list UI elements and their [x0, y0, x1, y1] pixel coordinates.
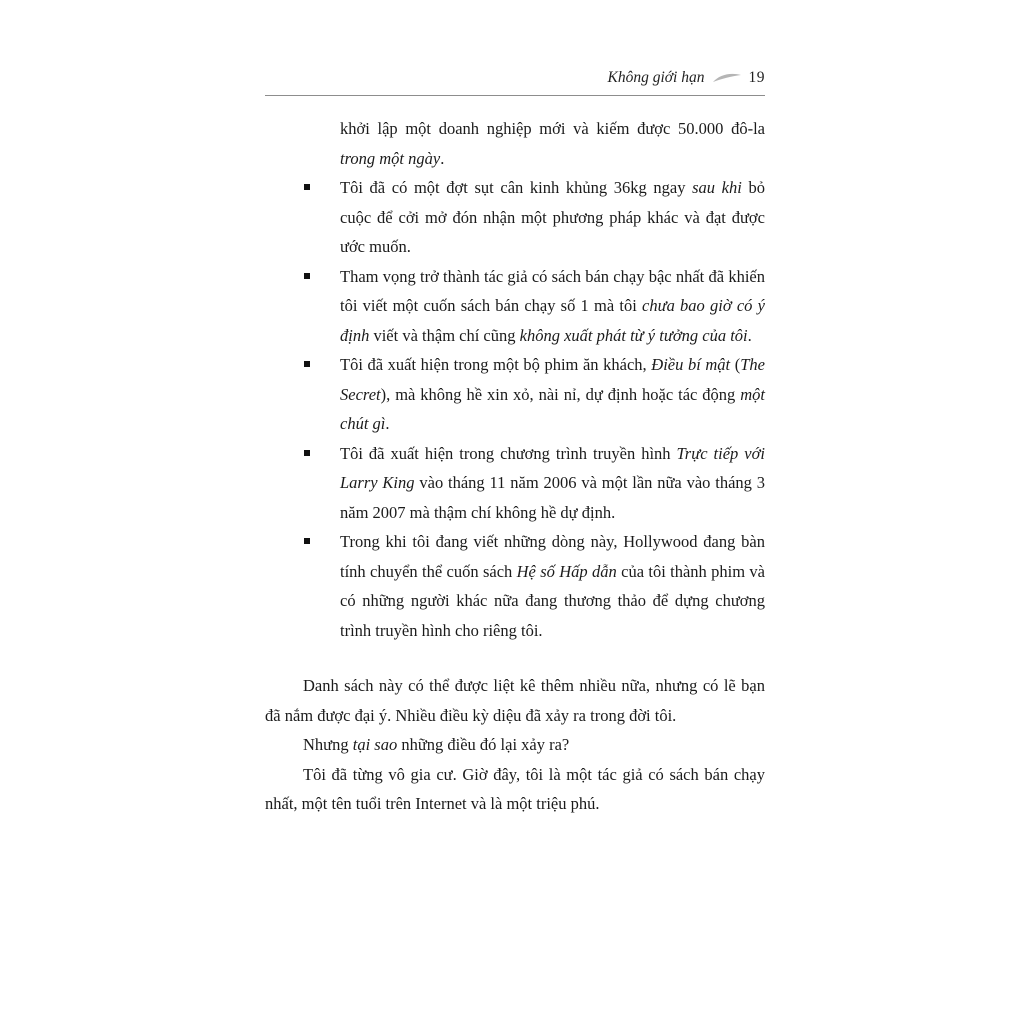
body-text: Tôi đã xuất hiện trong một bộ phim ăn khách,	[340, 355, 652, 374]
bullet-marker	[304, 273, 310, 279]
running-head-title: Không giới hạn	[607, 69, 705, 86]
paragraph	[265, 671, 765, 730]
italic-text: The Secret	[340, 355, 765, 404]
italic-text: Hệ số Hấp dẫn	[516, 561, 617, 581]
body-text: Nhưng	[303, 735, 353, 754]
body-text: .	[440, 148, 445, 168]
body-text: Trong khi tôi đang viết những dòng này, Hollywood đang bàn tính chuyển thể cuốn sách	[340, 532, 765, 581]
body-text: vào tháng 11 năm 2006 và một lần nữa vào tháng 3 năm 2007 mà thậm chí không hề dự định.	[340, 473, 765, 522]
list-item	[265, 439, 765, 528]
list-item	[265, 350, 765, 439]
italic-text: một chút gì	[340, 384, 765, 433]
bullet-list	[265, 114, 765, 645]
body-text: viết và thậm chí cũng	[369, 325, 520, 345]
italic-text: tại sao	[352, 735, 398, 754]
italic-text: chưa bao giờ có ý định	[340, 296, 765, 345]
page-body	[265, 114, 765, 819]
italic-text: sau khi	[692, 178, 742, 197]
list-item	[265, 114, 765, 173]
body-text: Tôi đã xuất hiện trong chương trình truyền hình	[340, 443, 677, 463]
body-text: Tham vọng trở thành tác giả có sách bán chạy bậc nhất đã khiến tôi viết một cuốn sách bán chạy số 1 mà tôi	[340, 266, 765, 315]
bullet-marker	[304, 450, 310, 456]
paragraph	[265, 730, 765, 760]
page-number: 19	[748, 69, 765, 86]
list-item-text	[340, 119, 765, 168]
list-item-text	[340, 532, 765, 640]
body-text: Tôi đã từng vô gia cư. Giờ đây, tôi là một tác giả có sách bán chạy nhất, một tên tuổi trên Internet và là một triệu phú.	[265, 764, 765, 813]
body-text: .	[747, 325, 752, 345]
list-item-text	[340, 178, 765, 256]
body-text: những điều đó lại xảy ra?	[397, 735, 570, 754]
italic-text: không xuất phát từ ý tưởng của tôi	[519, 325, 748, 345]
italic-text: Trực tiếp với Larry King	[340, 443, 765, 492]
bullet-marker	[304, 538, 310, 544]
body-text: Danh sách này có thể được liệt kê thêm nhiều nữa, nhưng có lẽ bạn đã nắm được đại ý. Nhiều điều kỳ diệu đã xảy ra trong đời tôi.	[265, 676, 765, 725]
list-item	[265, 527, 765, 645]
body-text: của tôi thành phim và có những người khác nữa đang thương thảo để dựng chương trình truyền hình cho riêng tôi.	[340, 561, 766, 640]
swoosh-icon	[712, 72, 742, 84]
list-item	[265, 173, 765, 262]
body-text: .	[385, 414, 390, 433]
body-text: Tôi đã có một đợt sụt cân kinh khủng 36kg ngay	[340, 178, 693, 197]
list-item-text	[340, 267, 765, 345]
list-item	[265, 262, 765, 351]
list-item-text	[340, 355, 765, 433]
bullet-marker	[304, 184, 310, 190]
page-header	[608, 69, 765, 87]
italic-text: Điều bí mật	[651, 355, 731, 374]
paragraph	[265, 760, 765, 819]
body-text: khởi lập một doanh nghiệp mới và kiếm được 50.000 đô-la	[340, 119, 765, 138]
body-text: ), mà không hề xin xỏ, nài nỉ, dự định hoặc tác động	[380, 384, 741, 404]
italic-text: trong một ngày	[340, 148, 441, 168]
paragraph-block	[265, 671, 765, 819]
list-item-text	[340, 444, 765, 522]
body-text: (	[730, 355, 741, 374]
bullet-marker	[304, 361, 310, 367]
body-text: bỏ cuộc để cởi mở đón nhận một phương pháp khác và đạt được ước muốn.	[340, 178, 765, 256]
header-rule	[265, 95, 765, 96]
